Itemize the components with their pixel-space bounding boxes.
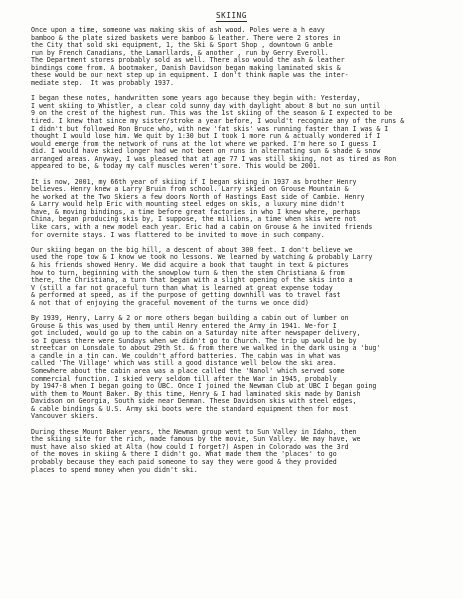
paragraph <box>31 27 436 88</box>
text-line: & his friends showed Henry. We did acquire a book that taught in text & pictures <box>31 260 349 269</box>
text-line: so I guess there were Sundays when we didn't go to Church. The trip up would be by <box>31 336 357 345</box>
text-line: commercial function. I skied very seldom till after the War in 1945, probably <box>31 374 337 383</box>
text-line: It is now, 2001, my 66th year of skiing if I began skiing in 1937 as brother Henry <box>31 177 357 186</box>
text-line: called 'The Village' which was still a good distance well below the ski area. <box>31 359 337 368</box>
text-line: arranged areas. Anyway, I was pleased that at age 77 I was still skiing, not as tired as Ron <box>31 154 397 163</box>
text-line: & cable bindings & U.S. Army ski boots were the standard equipment then for most <box>31 404 349 413</box>
text-line: he worked at the Two Skiers a few doors North of Hastings East side of Cambie. Henry <box>31 192 365 201</box>
text-line: & not that of enjoying the graceful movement of the turns we once did) <box>31 298 309 307</box>
text-line: must have also skied at Alta (how could I forget?) Aspen in Colorado was the 3rd <box>31 442 349 451</box>
text-line: I began these notes, handwritten some years ago because they begin with: Yesterday, <box>31 94 361 103</box>
text-line: bamboo & the plate sized baskets were bamboo & leather. There were 2 stores in <box>31 33 341 42</box>
text-line: By 1939, Henry, Larry & 2 or more others began building a cabin out of lumber on <box>31 313 349 322</box>
text-line: by 1947-8 when I began going to UBC. Once I joined the Newman Club at UBC I began going <box>31 382 377 391</box>
text-line: thought I would lose him. We quit by 1:30 but I took 1 more run & actually wondered if I <box>31 132 381 141</box>
text-line: & performed at speed, as if the purpose of getting downhill was to travel fast <box>31 291 341 300</box>
text-line: I went skiing to Whistler, a clear cold sunny day with daylight about 8 but no sun until <box>31 101 381 110</box>
text-line: believes. Henry knew a Larry Bruin from school. Larry skied on Grouse Mountain & <box>31 185 349 194</box>
text-line: a candle in a tin can. We couldn't afford batteries. The cabin was in what was <box>31 351 341 360</box>
text-line: the City that sold ski equipment, 1, the Ski & Sport Shop , downtown G anble <box>31 41 333 50</box>
text-line: with them to Mount Baker. By this time, Henry & I had laminated skis made by Danish <box>31 389 361 398</box>
document-body <box>31 27 436 482</box>
text-line: bindings come from. A bootmaker, Danish Davidson began making laminated skis & <box>31 63 341 72</box>
text-line: mediate step. It was probably 1937. <box>31 79 174 88</box>
text-line: places to spend money when you didn't ski. <box>31 465 198 474</box>
text-line: there, the Christiana, a turn that began with a slight opening of the skis into a <box>31 276 353 285</box>
text-line: how to turn, beginning with the snowplow turn & then the stem Christiana & from <box>31 268 345 277</box>
text-line: During these Mount Baker years, the Newman group went to Sun Valley in Idaho, then <box>31 427 357 436</box>
text-line: got included, would go up to the cabin on a Saturday nite after newspaper delivery, <box>31 329 361 338</box>
text-line: have, & moving bindings, a time before great factories in who I knew where, perhaps <box>31 207 361 216</box>
text-line: Once upon a time, someone was making skis of ash wood. Poles were a h eavy <box>31 26 325 34</box>
text-line: 9 on the crest of the highest run. This was the 1st skiing of the season & I expected to be <box>31 109 393 118</box>
text-line: for overnite stays. I was flattered to be invited to move in such company. <box>31 230 325 239</box>
text-line: used the rope tow & I know we took no lessons. We learned by watching & probably Larry <box>31 253 373 262</box>
paragraph <box>31 429 436 474</box>
text-line: Our skiing began on the big hill, a descent of about 300 feet. I don't believe we <box>31 245 353 254</box>
text-line: run by French Canadians, the Lamarllards, & another , run by Gerry Everoll. <box>31 48 329 57</box>
text-line: I didn't but followed Ron Bruce who, with new 'fat skis' was running faster than I was & I <box>31 124 389 133</box>
text-line: Vancouver skiers. <box>31 412 99 421</box>
paragraph <box>31 95 436 171</box>
text-line: Somewhere about the cabin area was a place called the 'Nanol' which served some <box>31 367 345 376</box>
text-line: Davidson on Georgia, South side near Denman. These Davidson skis with steel edges, <box>31 397 357 406</box>
text-line: & Larry would help Eric with mounting steel edges on skis, a luxury mine didn't <box>31 200 345 209</box>
text-line: the skiing site for the rich, made famous by the movie, Sun Valley. We may have, we <box>31 435 361 444</box>
text-line: of the moves in skiing & there I didn't go. What made them the 'places' to go <box>31 450 337 459</box>
text-line: The Department stores probably sold as well. There also would the ash & leather <box>31 56 345 65</box>
text-line: Grouse & this was used by them until Henry entered the Army in 1941. We-for I <box>31 321 337 330</box>
text-line: V (still a far not graceful turn than what is learned at great expense today <box>31 283 333 292</box>
document-title-text: SKIING <box>215 11 248 20</box>
text-line: did. I would have skied longer had we not been on runs in alternating sun & shade & snow <box>31 147 381 156</box>
text-line: these would be our next step up in equipment. I don't think maple was the inter- <box>31 71 349 80</box>
text-line: streetcar on Lonsdale to about 29th St. & from there we walked in the dark using a 'bug' <box>31 344 381 353</box>
text-line: would emerge from the network of runs at the lot where we parked. I'm here so I guess I <box>31 139 377 148</box>
text-line: tired. I knew that since my sister/stroke a year before, I would't recognize any of the runs & <box>31 116 405 125</box>
paragraph <box>31 315 436 421</box>
text-line: like cars, with a new model each year. Eric had a cabin on Grouse & he invited friends <box>31 223 373 232</box>
paragraph <box>31 179 436 240</box>
paragraph <box>31 247 436 308</box>
text-line: China, began producing skis by, I suppose, the millions, a time when skis were not <box>31 215 357 224</box>
text-line: probably because they each paid someone to say they were good & they provided <box>31 457 337 466</box>
text-line: appeared to be, & today my calf muscles weren't sore. This would be 2001. <box>31 162 321 171</box>
document-title <box>0 11 463 20</box>
